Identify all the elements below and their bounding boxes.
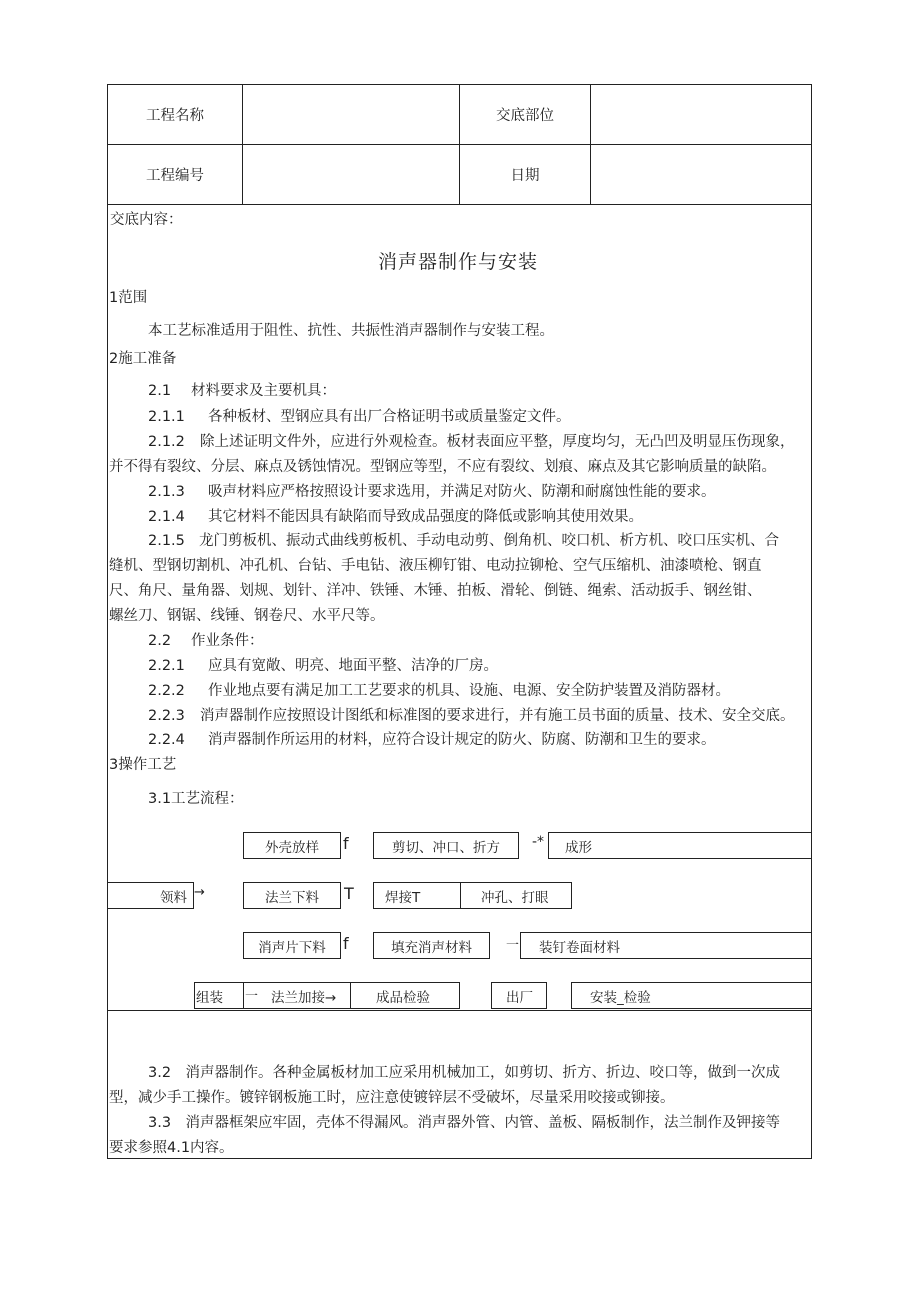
item-3-2-line1: 3.2 消声器制作。各种金属板材加工应采用机械加工，如剪切、折方、折边、咬口等，做到一次成: [148, 1065, 781, 1081]
flow-symbol-f1: f: [343, 834, 349, 853]
flow-assemble: [194, 982, 244, 1009]
section-2-heading: 2施工准备: [109, 351, 177, 367]
item-2-1-3-number: 2.1.3: [148, 484, 185, 500]
flow-dash-2: 一: [245, 989, 259, 1004]
item-2-2-text: 作业条件：: [191, 633, 264, 649]
item-2-2-2-text: 作业地点要有满足加工工艺要求的机具、设施、电源、安全防护装置及消防器材。: [208, 683, 730, 699]
flow-symbol-t: T: [344, 884, 354, 903]
item-2-2-4-number: 2.2.4: [148, 732, 185, 748]
item-3-1-text: 3.1工艺流程：: [148, 791, 244, 807]
item-2-1-1-text: 各种板材、型钢应具有出厂合格证明书或质量鉴定文件。: [208, 409, 571, 425]
flow-fill-material: 填充消声材料: [373, 932, 490, 959]
flow-shell-layout: 外壳放样: [243, 832, 341, 859]
item-3-3-line2: 要求参照4.1内容。: [109, 1140, 234, 1156]
handover-part-label: 交底部位: [496, 108, 554, 124]
flow-flange-join: [243, 982, 351, 1009]
item-2-1-5-number: 2.1.5: [148, 533, 185, 549]
item-2-1-5-line4: 螺丝刀、钢锯、线锤、钢卷尺、水平尺等。: [109, 608, 385, 624]
flow-material: [108, 882, 194, 909]
section-3-heading: 3操作工艺: [109, 757, 177, 773]
flow-cut-fold: 剪切、冲口、折方: [373, 832, 519, 859]
item-2-2-number: 2.2: [148, 633, 172, 649]
item-2-1-2-line2: 并不得有裂纹、分层、麻点及锈蚀情况。型钢应等型，不应有裂纹、划痕、麻点及其它影响质量的缺陷。: [109, 459, 776, 475]
flow-punch-label: 冲孔、打眼: [481, 889, 549, 906]
flow-install-inspect: [571, 982, 811, 1009]
item-2-2-2-number: 2.2.2: [148, 683, 185, 699]
flow-form-label: 成形: [565, 839, 592, 856]
flow-bind-cover-label: 装钉卷面材料: [539, 939, 620, 956]
flow-product-inspect: [350, 982, 460, 1009]
section-1-heading: 1范围: [109, 290, 148, 306]
flow-assemble-label: 组装: [196, 989, 223, 1006]
flow-install-inspect-label: 安装_检验: [590, 989, 651, 1006]
flow-exit-factory-label: 出厂: [506, 989, 533, 1006]
item-3-2-line2: 型，减少手工操作。镀锌钢板施工时，应注意使镀锌层不受破坏，尽量采用咬接或铆接。: [109, 1090, 675, 1106]
item-2-1-4-number: 2.1.4: [148, 509, 185, 525]
item-3-3-line1: 3.3 消声器框架应牢固，壳体不得漏风。消声器外管、内管、盖板、隔板制作，法兰制作及钾接等: [148, 1115, 781, 1131]
item-2-1-2-line1: 除上述证明文件外，应进行外观检查。板材表面应平整，厚度均匀，无凸凹及明显压伤现象，: [200, 434, 795, 450]
project-no-value[interactable]: [243, 145, 459, 204]
flow-weld-label: 焊接T: [385, 889, 421, 906]
table-border-right: [811, 84, 812, 1159]
flow-muffler-cut: 消声片下料: [243, 932, 341, 959]
item-2-1-3-text: 吸声材料应严格按照设计要求选用，并满足对防火、防潮和耐腐蚀性能的要求。: [208, 484, 716, 500]
item-2-1-number: 2.1: [148, 383, 172, 399]
flow-flange-cut: 法兰下料: [243, 882, 341, 909]
flow-bottom-divider: [107, 1010, 812, 1011]
project-no-label: 工程编号: [146, 168, 204, 184]
handover-part-value[interactable]: [591, 85, 811, 144]
item-2-1-5-line2: 缝机、型钢切割机、冲孔机、台钻、手电钻、液压柳钉钳、电动拉铆枪、空气压缩机、油漆喷枪、钢直: [109, 558, 762, 574]
flow-dash-1: 一: [506, 938, 520, 953]
flow-form: [548, 832, 811, 859]
flow-arrow-2: →: [194, 885, 205, 900]
item-2-2-1-number: 2.2.1: [148, 658, 185, 674]
document-title: 消声器制作与安装: [378, 251, 539, 273]
date-label: 日期: [510, 168, 540, 184]
item-2-2-4-text: 消声器制作所运用的材料，应符合设计规定的防火、防腐、防潮和卫生的要求。: [208, 732, 716, 748]
section-1-paragraph: 本工艺标准适用于阻性、抗性、共振性消声器制作与安装工程。: [148, 323, 554, 339]
item-2-1-2-number: 2.1.2: [148, 434, 185, 450]
item-2-1-4-text: 其它材料不能因具有缺陷而导致成品强度的降低或影响其使用效果。: [208, 509, 643, 525]
flow-arrow-1: -*: [532, 834, 545, 850]
project-name-value[interactable]: [243, 85, 459, 144]
flow-exit-factory: [491, 982, 547, 1009]
flow-material-label: 领料: [160, 889, 187, 906]
flow-flange-join-label: 法兰加接→: [271, 989, 337, 1006]
date-value[interactable]: [591, 145, 811, 204]
project-name-label: 工程名称: [146, 108, 204, 124]
table-border-left: [107, 84, 108, 1159]
flow-product-inspect-label: 成品检验: [376, 989, 430, 1006]
flow-symbol-f2: f: [343, 934, 349, 953]
table-border-bottom: [107, 1158, 812, 1159]
flow-bind-cover: [520, 932, 811, 959]
item-2-2-3-number: 2.2.3: [148, 708, 185, 724]
flow-punch: [460, 882, 572, 909]
item-2-2-1-text: 应具有宽敞、明亮、地面平整、洁净的厂房。: [208, 658, 498, 674]
flow-weld: [373, 882, 461, 909]
content-label: 交底内容：: [110, 212, 183, 228]
item-2-1-5-line1: 龙门剪板机、振动式曲线剪板机、手动电动剪、倒角机、咬口机、析方机、咬口压实机、合: [199, 533, 779, 549]
item-2-1-5-line3: 尺、角尺、量角器、划规、划针、洋冲、铁锤、木锤、拍板、滑轮、倒链、绳索、活动扳手、钢丝钳、: [109, 583, 762, 599]
item-2-1-text: 材料要求及主要机具：: [191, 383, 336, 399]
item-2-1-1-number: 2.1.1: [148, 409, 185, 425]
item-2-2-3-text: 消声器制作应按照设计图纸和标准图的要求进行，并有施工员书面的质量、技术、安全交底。: [200, 708, 795, 724]
